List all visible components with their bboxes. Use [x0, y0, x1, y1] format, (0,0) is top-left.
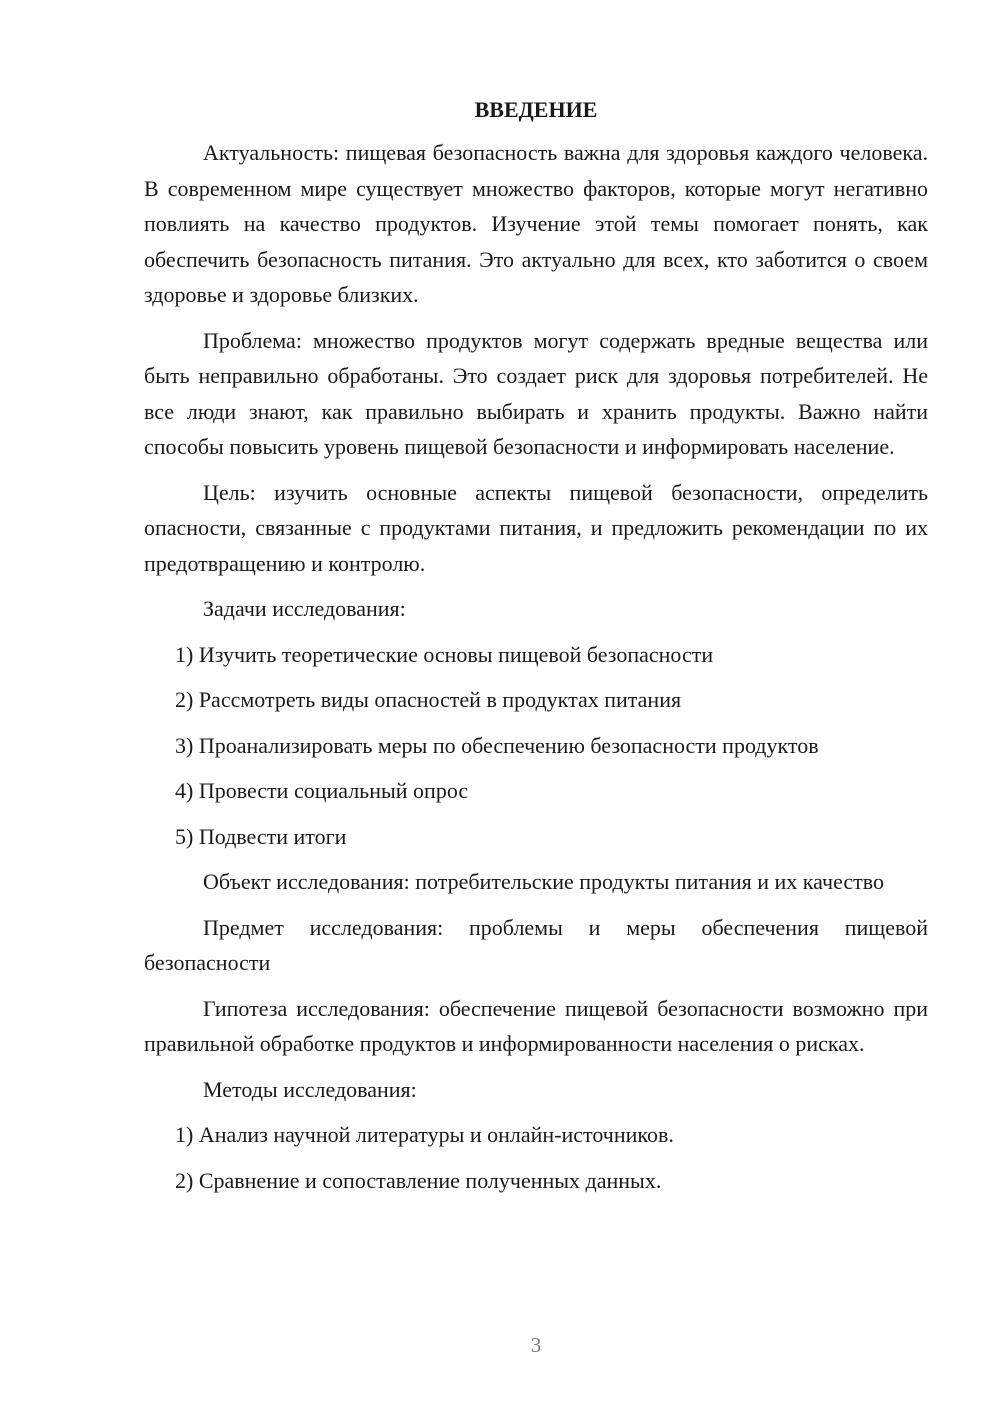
method-item: 1) Анализ научной литературы и онлайн-источников.: [175, 1122, 674, 1147]
task-item: 2) Рассмотреть виды опасностей в продуктах питания: [175, 687, 682, 712]
relevance-paragraph: Актуальность: пищевая безопасность важна для здоровья каждого человека. В современном мире существует множество факторов, которые могут негативно повлиять на качество продуктов. Изучение этой темы помогает понять, как обеспечить безопасность питания. Это актуально для всех, кто заботится о своем здоровье и здоровье близких.: [144, 140, 928, 307]
hypothesis-paragraph: Гипотеза исследования: обеспечение пищевой безопасности возможно при правильной обработке продуктов и информированности населения о рисках.: [144, 995, 928, 1056]
page-number: 3: [530, 1333, 542, 1357]
task-item: 5) Подвести итоги: [175, 823, 347, 849]
problem-paragraph: Проблема: множество продуктов могут содержать вредные вещества или быть неправильно обработаны. Это создает риск для здоровья потребителей. Не все люди знают, как правильно выбирать и хранить продукты. Важно найти способы повысить уровень пищевой безопасности и информировать население.: [144, 327, 928, 459]
goal-paragraph: Цель: изучить основные аспекты пищевой безопасности, определить опасности, связанные с продуктами питания, и предложить рекомендации по их предотвращению и контролю.: [144, 479, 928, 576]
tasks-list: [144, 637, 928, 855]
method-item: 2) Сравнение и сопоставление полученных данных.: [175, 1167, 662, 1193]
object-paragraph: Объект исследования: потребительские продукты питания и их качество: [203, 869, 885, 894]
task-item: 3) Проанализировать меры по обеспечению безопасности продуктов: [175, 732, 819, 758]
task-item: 1) Изучить теоретические основы пищевой безопасности: [175, 641, 714, 667]
document-title: ВВЕДЕНИЕ: [474, 97, 598, 122]
methods-list: [144, 1117, 928, 1198]
subject-paragraph: Предмет исследования: проблемы и меры обеспечения пищевой безопасности: [144, 914, 928, 975]
document-page: [144, 95, 928, 1208]
task-item: 4) Провести социальный опрос: [175, 778, 469, 803]
tasks-heading: Задачи исследования:: [203, 596, 406, 621]
methods-heading: Методы исследования:: [203, 1076, 417, 1102]
